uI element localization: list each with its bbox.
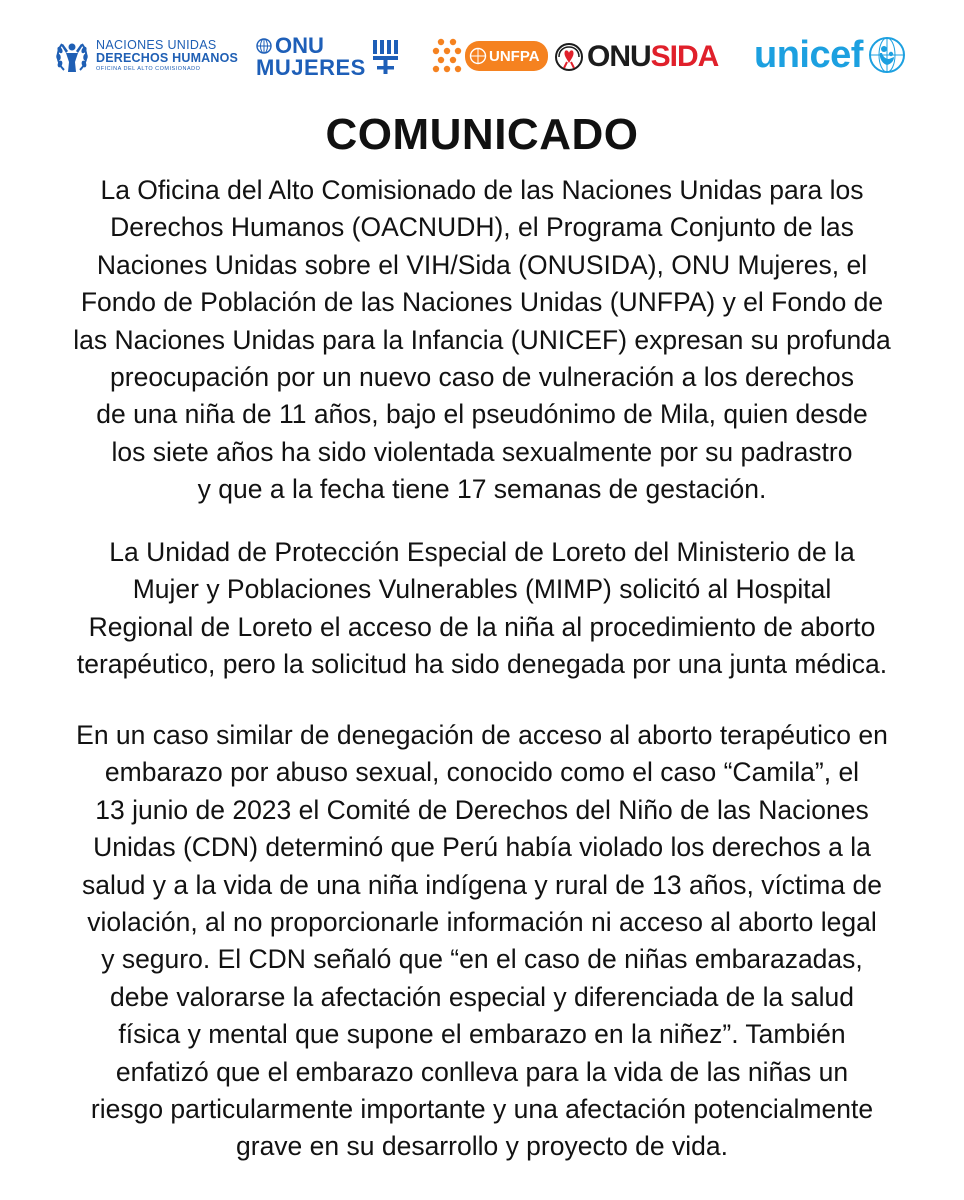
text-line: Derechos Humanos (OACNUDH), el Programa Conjunto de las [110, 212, 854, 243]
text-line: preocupación por un nuevo caso de vulneración a los derechos [110, 362, 854, 393]
text-line: violación, al no proporcionarle información ni acceso al aborto legal [87, 907, 877, 938]
text-line: La Oficina del Alto Comisionado de las Naciones Unidas para los [100, 175, 864, 205]
text-line: Mujer y Poblaciones Vulnerables (MIMP) solicitó al Hospital [132, 574, 832, 605]
unicef-emblem-icon [867, 35, 907, 75]
unfpa-badge [465, 41, 548, 71]
text-line: Regional de Loreto el acceso de la niña al procedimiento de aborto [88, 611, 876, 642]
text-line: y seguro. El CDN señaló que “en el caso de niñas embarazadas, [101, 944, 863, 975]
text-line: y que a la fecha tiene 17 semanas de gestación. [197, 474, 767, 505]
text-line: terapéutico, pero la solicitud ha sido denegada por una junta médica. [76, 649, 888, 680]
unfpa-label: UNFPA [489, 47, 540, 65]
page-title: COMUNICADO [325, 110, 639, 159]
text-line: 13 junio de 2023 el Comité de Derechos del Niño de las Naciones [95, 794, 869, 825]
un-globe-icon [256, 38, 272, 54]
text-line: Naciones Unidas sobre el VIH/Sida (ONUSIDA), ONU Mujeres, el [96, 249, 868, 280]
text-line: los siete años ha sido violentada sexualmente por su padrastro [111, 436, 853, 467]
text-line: Unidas (CDN) determinó que Perú había violado los derechos a la [93, 832, 871, 863]
unicef-wordmark: unicef [754, 33, 863, 76]
ohchr-logo-line1: NACIONES UNIDAS [96, 38, 217, 53]
paragraph-mimp-request [50, 534, 914, 684]
partner-logos-bar [0, 26, 964, 88]
ohchr-logo-line2: DERECHOS HUMANOS [96, 50, 239, 65]
un-mujeres-mark-icon [371, 38, 401, 76]
paragraph-intro [50, 172, 914, 509]
un-laurel-person-icon [54, 36, 90, 76]
unfpa-dots-icon [432, 37, 462, 75]
un-globe-icon [469, 47, 487, 65]
unfpa-logo [432, 32, 548, 80]
unicef-logo [754, 30, 907, 80]
onusida-emblem-icon [554, 42, 584, 72]
text-line: En un caso similar de denegación de acceso al aborto terapéutico en [76, 720, 888, 750]
onu-mujeres-line1: ONU [275, 33, 324, 58]
text-line: las Naciones Unidas para la Infancia (UNICEF) expresan su profunda [73, 324, 891, 355]
text-line: La Unidad de Protección Especial de Loreto del Ministerio de la [109, 537, 855, 567]
paragraph-camila-case [50, 717, 914, 1166]
text-line: salud y a la vida de una niña indígena y rural de 13 años, víctima de [82, 869, 882, 900]
text-line: enfatizó que el embarazo conlleva para la vida de las niñas un [115, 1056, 849, 1087]
text-line: de una niña de 11 años, bajo el pseudónimo de Mila, quien desde [96, 399, 868, 430]
onu-mujeres-line2: MUJERES [256, 55, 366, 80]
onusida-logo [554, 34, 718, 80]
text-line: debe valorarse la afectación especial y diferenciada de la salud [110, 981, 854, 1012]
ohchr-logo [54, 34, 238, 78]
text-line: Fondo de Población de las Naciones Unidas (UNFPA) y el Fondo de [80, 287, 884, 318]
onu-mujeres-logo [256, 34, 401, 80]
onusida-sida-text: SIDA [650, 40, 719, 73]
ohchr-logo-line3: OFICINA DEL ALTO COMISIONADO [96, 66, 201, 73]
text-line: riesgo particularmente importante y una afectación potencialmente [90, 1094, 874, 1125]
text-line: física y mental que supone el embarazo en la niñez”. También [118, 1019, 846, 1050]
text-line: grave en su desarrollo y proyecto de vida. [236, 1131, 728, 1162]
onusida-onu-text: ONU [587, 40, 651, 73]
text-line: embarazo por abuso sexual, conocido como el caso “Camila”, el [104, 757, 860, 788]
